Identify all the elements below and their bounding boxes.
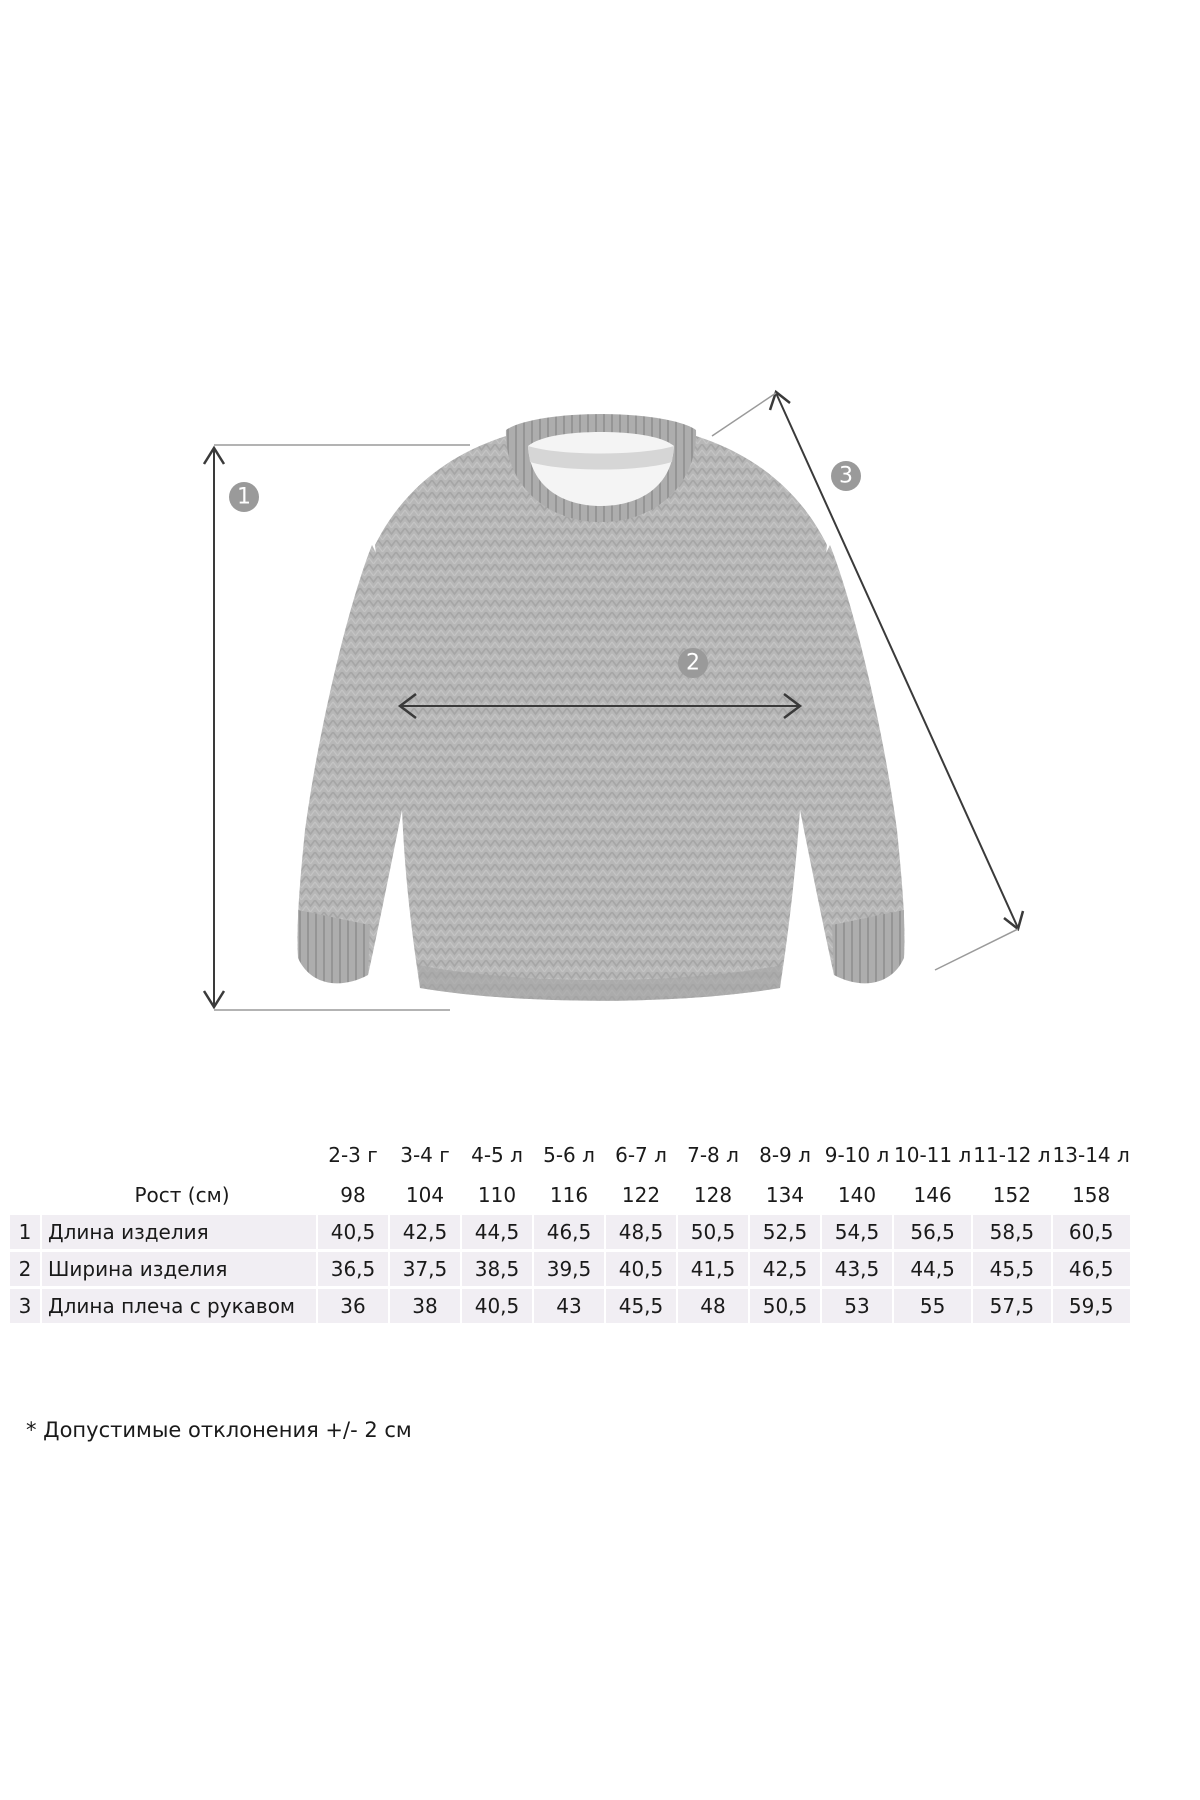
table-cell: 45,5: [973, 1252, 1050, 1286]
table-cell: 122: [621, 1183, 661, 1207]
table-cell: 38,5: [462, 1252, 532, 1286]
size-header-row: [10, 1135, 1130, 1175]
table-cell: 44,5: [894, 1252, 971, 1286]
size-cell: 9-10 л: [824, 1143, 890, 1167]
table-cell: 42,5: [750, 1252, 820, 1286]
table-cell: 43,5: [822, 1252, 892, 1286]
table-cell: 38: [390, 1289, 460, 1323]
sweater-illustration: [297, 414, 904, 1001]
size-cell: 10-11 л: [894, 1143, 972, 1167]
table-cell: 152: [992, 1183, 1031, 1207]
table-cell: 46,5: [534, 1215, 604, 1249]
table-cell: 37,5: [390, 1252, 460, 1286]
marker-2-label: 2: [686, 650, 700, 676]
table-cell: 48: [678, 1289, 748, 1323]
marker-3-label: 3: [839, 463, 853, 489]
table-cell: 104: [405, 1183, 445, 1207]
table-cell: 55: [894, 1289, 971, 1323]
marker-1: [229, 482, 259, 512]
table-cell: 45,5: [606, 1289, 676, 1323]
table-cell: 110: [477, 1183, 517, 1207]
table-cell: 57,5: [973, 1289, 1050, 1323]
tolerance-note: * Допустимые отклонения +/- 2 см: [26, 1418, 412, 1442]
table-cell: 116: [549, 1183, 589, 1207]
size-cell: 6-7 л: [615, 1143, 667, 1167]
table-cell: 59,5: [1053, 1289, 1130, 1323]
table-cell: 36: [318, 1289, 388, 1323]
table-cell: 40,5: [318, 1215, 388, 1249]
height-row-label: Рост (см): [134, 1183, 230, 1207]
sleeve-row: [10, 1289, 1130, 1323]
size-cell: 13-14 л: [1052, 1143, 1130, 1167]
row-number: 1: [10, 1215, 40, 1249]
row-label: Длина изделия: [42, 1215, 316, 1249]
size-cell: 2-3 г: [328, 1143, 378, 1167]
table-cell: 53: [822, 1289, 892, 1323]
table-cell: 48,5: [606, 1215, 676, 1249]
table-cell: 41,5: [678, 1252, 748, 1286]
table-cell: 42,5: [390, 1215, 460, 1249]
height-row: [10, 1178, 1130, 1212]
length-row: [10, 1215, 1130, 1249]
table-cell: 134: [765, 1183, 805, 1207]
width-row: [10, 1252, 1130, 1286]
table-cell: 128: [693, 1183, 733, 1207]
table-cell: 50,5: [678, 1215, 748, 1249]
table-cell: 46,5: [1053, 1252, 1130, 1286]
table-cell: 60,5: [1053, 1215, 1130, 1249]
size-cell: 11-12 л: [973, 1143, 1051, 1167]
size-cell: 8-9 л: [759, 1143, 811, 1167]
table-cell: 146: [913, 1183, 952, 1207]
table-cell: 36,5: [318, 1252, 388, 1286]
size-cell: 4-5 л: [471, 1143, 523, 1167]
table-cell: 44,5: [462, 1215, 532, 1249]
table-cell: 40,5: [606, 1252, 676, 1286]
size-cell: 5-6 л: [543, 1143, 595, 1167]
marker-1-label: 1: [237, 484, 251, 510]
size-cell: 3-4 г: [400, 1143, 450, 1167]
size-table: [8, 1132, 1132, 1326]
table-cell: 158: [1072, 1183, 1111, 1207]
marker-2: [678, 648, 708, 678]
row-number: 3: [10, 1289, 40, 1323]
table-cell: 52,5: [750, 1215, 820, 1249]
table-cell: 54,5: [822, 1215, 892, 1249]
table-cell: 43: [534, 1289, 604, 1323]
marker-3: [831, 461, 861, 491]
table-cell: 39,5: [534, 1252, 604, 1286]
table-cell: 40,5: [462, 1289, 532, 1323]
table-cell: 98: [340, 1183, 366, 1207]
row-label: Длина плеча с рукавом: [42, 1289, 316, 1323]
size-cell: 7-8 л: [687, 1143, 739, 1167]
table-cell: 140: [837, 1183, 877, 1207]
table-cell: 50,5: [750, 1289, 820, 1323]
row-number: 2: [10, 1252, 40, 1286]
table-cell: 56,5: [894, 1215, 971, 1249]
table-cell: 58,5: [973, 1215, 1050, 1249]
row-label: Ширина изделия: [42, 1252, 316, 1286]
